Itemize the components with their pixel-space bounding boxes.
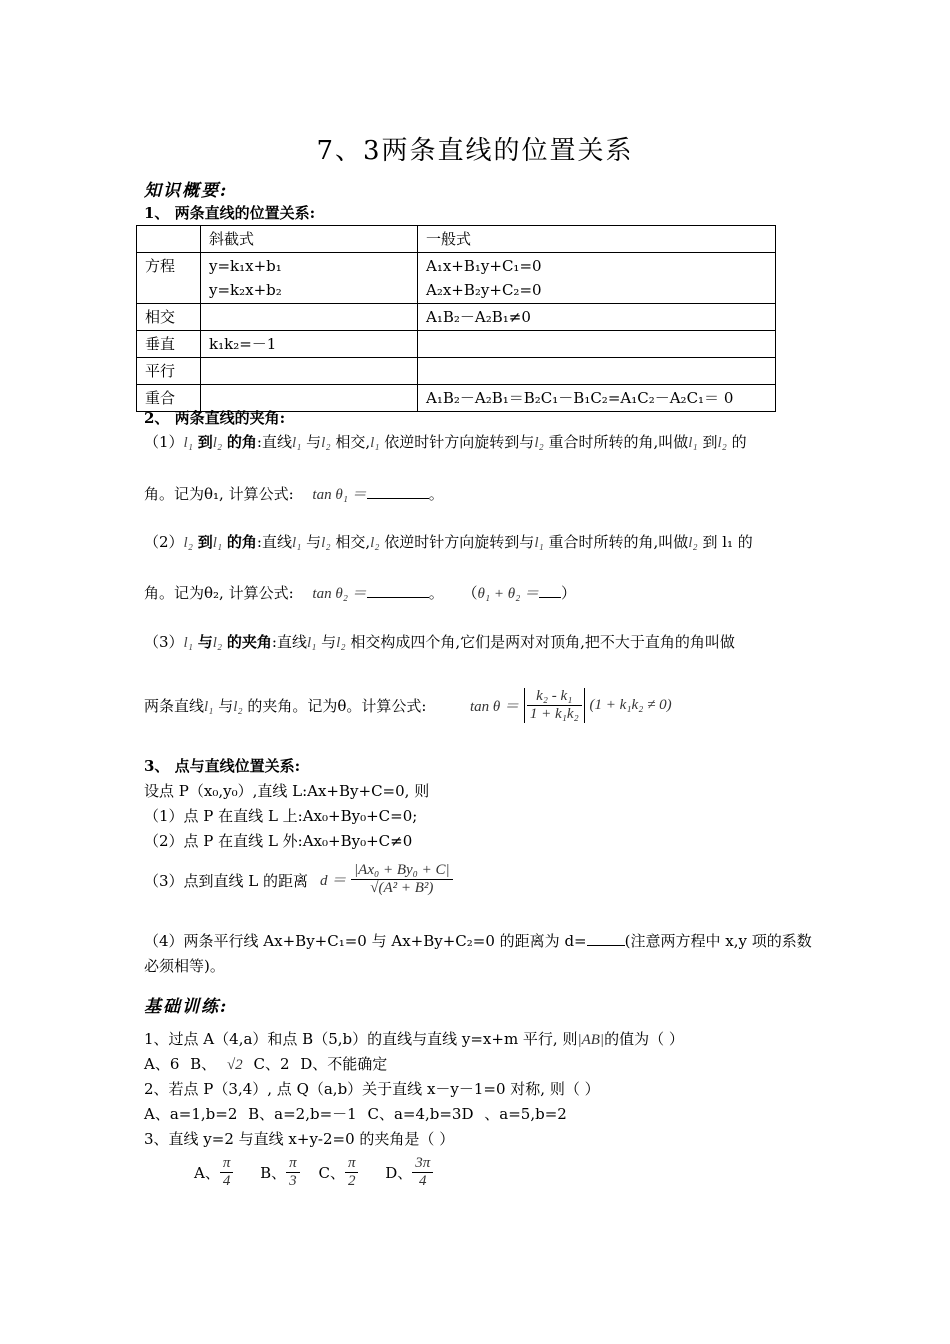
text: 角。记为θ₂, 计算公式: [144,584,294,602]
fraction-numerator: |Ax₀ + By₀ + C| [351,862,453,880]
table-row [137,331,776,358]
option-label: B、 [260,1164,287,1182]
ab-length: |AB| [577,1032,605,1048]
fraction [286,1155,300,1190]
abs-bars [524,688,585,723]
option-label: D、 [385,1164,413,1182]
slope-cell [201,304,418,331]
fraction-denominator: 3 [289,1173,297,1189]
text: 相交构成四个角,它们是两对对顶角,把不大于直角的角叫做 [350,633,735,651]
general-cell [418,331,776,358]
option-label: A、 [194,1164,220,1182]
l2-symbol: l₂ [212,435,223,451]
text: 的 [731,433,747,451]
text: :直线 [256,433,292,451]
text: 与 [306,533,322,551]
angle-formula-2 [144,582,576,603]
general-cell [418,253,776,304]
distance-formula [320,862,453,897]
text: （4）两条平行线 Ax+By+C₁=0 与 Ax+By+C₂=0 的距离为 d= [144,932,587,950]
text: 到 [702,433,718,451]
relation-table [136,225,776,412]
table-header-slope: 斜截式 [201,226,418,253]
text: 重合时所转的角,叫做 [548,533,689,551]
fraction [345,1155,359,1190]
question-1 [144,1028,684,1049]
angle-formula-1 [144,483,444,504]
fraction-denominator: 4 [419,1173,427,1189]
general-cell: A₁B₂－A₂B₁≠0 [418,304,776,331]
table-header-row [137,226,776,253]
l2-symbol: l₂ [717,435,727,451]
d-equals: d ＝ [320,873,347,889]
text: 的夹角。记为θ。计算公式: [247,697,427,715]
fraction [351,862,453,897]
table-header-general: 一般式 [418,226,776,253]
slope-cell [201,358,418,385]
tan-theta2: tan θ₂ ＝ [312,586,367,602]
parallel-distance [144,930,812,951]
fraction-denominator: 2 [347,1173,356,1189]
l2-symbol: l₂ [321,435,331,451]
section-heading-overview: 知识概要: [144,181,229,201]
text: 依逆时针方向旋转到与 [384,433,535,451]
answer-blank [367,484,429,499]
fraction-numerator: 3π [412,1155,433,1173]
text: 与 [306,433,322,451]
text: 相交, [335,433,371,451]
part1-heading: 1、 两条直线的位置关系: [144,204,316,222]
slope-eq-2: y=k₂x+b₂ [209,281,282,299]
table-row [137,253,776,304]
text: 与 [321,633,337,651]
bold-to: 到 [197,433,213,451]
tan-theta1: tan θ₁ ＝ [312,487,367,503]
text: 的值为（ ） [604,1030,684,1048]
general-cell: A₁B₂－A₂B₁＝B₂C₁－B₁C₂=A₁C₂－A₂C₁＝ 0 [418,385,776,412]
l1-symbol: l₁ [688,435,698,451]
general-cell [418,358,776,385]
l2-symbol: l₂ [233,699,243,715]
answer-blank [367,583,429,598]
row-label: 平行 [137,358,201,385]
answer-blank [587,931,625,946]
item-number: （3） [144,633,184,651]
text: 重合时所转的角,叫做 [548,433,689,451]
fraction [527,688,582,723]
text: ） [561,584,577,602]
fraction-numerator: k₂ - k₁ [527,688,582,706]
bold-and: 与 [197,633,213,651]
answer-blank [539,583,561,598]
fraction-denominator: 1 + k₁k₂ [529,706,579,722]
table-row [137,358,776,385]
text: (注意两方程中 x,y 项的系数 [624,932,812,950]
l2-symbol: l₂ [183,535,193,551]
l1-symbol: l₁ [534,535,544,551]
text: 两条直线 [144,697,205,715]
l2-symbol: l₂ [370,535,380,551]
bold-angle: 的角 [226,433,257,451]
slope-cell: k₁k₂=－1 [201,331,418,358]
slope-eq-1: y=k₁x+b₁ [209,257,282,275]
angle-def-3 [144,632,735,653]
question-3: 3、直线 y=2 与直线 x+y-2=0 的夹角是（ ） [144,1130,455,1148]
text: 。 [428,485,444,503]
fraction-numerator: π [286,1155,300,1173]
tan-theta: tan θ ＝ [470,699,520,715]
l2-symbol: l₂ [336,635,346,651]
l1-symbol: l₁ [306,635,317,651]
row-label: 方程 [137,253,201,304]
l1-symbol: l₁ [183,435,193,451]
l1-symbol: l₁ [291,535,302,551]
l2-symbol: l₂ [212,635,223,651]
angle-formula-3 [144,695,426,716]
text: :直线 [256,533,292,551]
l1-symbol: l₁ [291,435,302,451]
page-title: 7、3两条直线的位置关系 [316,136,634,166]
tan-theta-formula [470,688,672,723]
point-line-intro: 设点 P（x₀,y₀）,直线 L:Ax+By+C=0, 则 [144,782,430,800]
slope-cell [201,253,418,304]
l1-symbol: l₁ [183,635,193,651]
question-3-options [194,1155,433,1190]
question-2: 2、若点 P（3,4）, 点 Q（a,b）关于直线 x－y－1=0 对称, 则（ ） [144,1080,600,1098]
parallel-note: 必须相等)。 [144,957,225,975]
text: 角。记为θ₁, 计算公式: [144,485,294,503]
text: A、6 B、 [144,1055,217,1073]
angle-def-1 [144,432,747,453]
distance-label: （3）点到直线 L 的距离 [144,872,309,890]
table-cell [137,226,201,253]
text: 1、过点 A（4,a）和点 B（5,b）的直线与直线 y=x+m 平行, 则 [144,1030,578,1048]
text: 与 [218,697,234,715]
row-label: 相交 [137,304,201,331]
option-label: C、 [318,1164,345,1182]
text: 依逆时针方向旋转到与 [384,533,535,551]
row-label: 垂直 [137,331,201,358]
bold-to: 到 [197,533,213,551]
l1-symbol: l₁ [212,535,223,551]
l1-symbol: l₁ [370,435,380,451]
angle-def-2 [144,532,753,553]
fraction-denominator: √(A² + B²) [370,880,434,896]
fraction-numerator: π [220,1155,234,1173]
l1-symbol: l₁ [204,699,214,715]
point-off-line: （2）点 P 在直线 L 外:Ax₀+By₀+C≠0 [144,832,413,850]
item-number: （1） [144,433,184,451]
bold-included-angle: 的夹角 [226,633,272,651]
theta-sum: θ₁ + θ₂ ＝ [477,586,540,602]
text: :直线 [271,633,307,651]
point-on-line: （1）点 P 在直线 L 上:Ax₀+By₀+C=0; [144,807,418,825]
table-row [137,304,776,331]
item-number: （2） [144,533,184,551]
general-eq-2: A₂x+B₂y+C₂=0 [426,281,542,299]
row-label: 重合 [137,385,201,412]
section-heading-practice: 基础训练: [144,997,229,1017]
text: C、2 D、不能确定 [253,1055,388,1073]
part2-heading: 2、 两条直线的夹角: [144,409,286,427]
question-2-options: A、a=1,b=2 B、a=2,b=－1 C、a=4,b=3D 、a=5,b=2 [144,1105,567,1123]
condition: (1 + k₁k₂ ≠ 0) [589,697,672,713]
question-1-options [144,1053,387,1074]
l2-symbol: l₂ [534,435,544,451]
part3-heading: 3、 点与直线位置关系: [144,757,301,775]
l2-symbol: l₂ [688,535,698,551]
text: 。 [428,584,444,602]
fraction-numerator: π [345,1155,359,1173]
text: （ [462,584,478,602]
fraction [220,1155,234,1190]
text: 到 l₁ 的 [702,533,753,551]
general-eq-1: A₁x+B₁y+C₁=0 [426,257,542,275]
sqrt-two: √2 [226,1057,243,1073]
bold-angle: 的角 [226,533,257,551]
text: 相交, [335,533,371,551]
fraction [412,1155,433,1190]
l2-symbol: l₂ [321,535,331,551]
fraction-denominator: 4 [222,1173,231,1189]
